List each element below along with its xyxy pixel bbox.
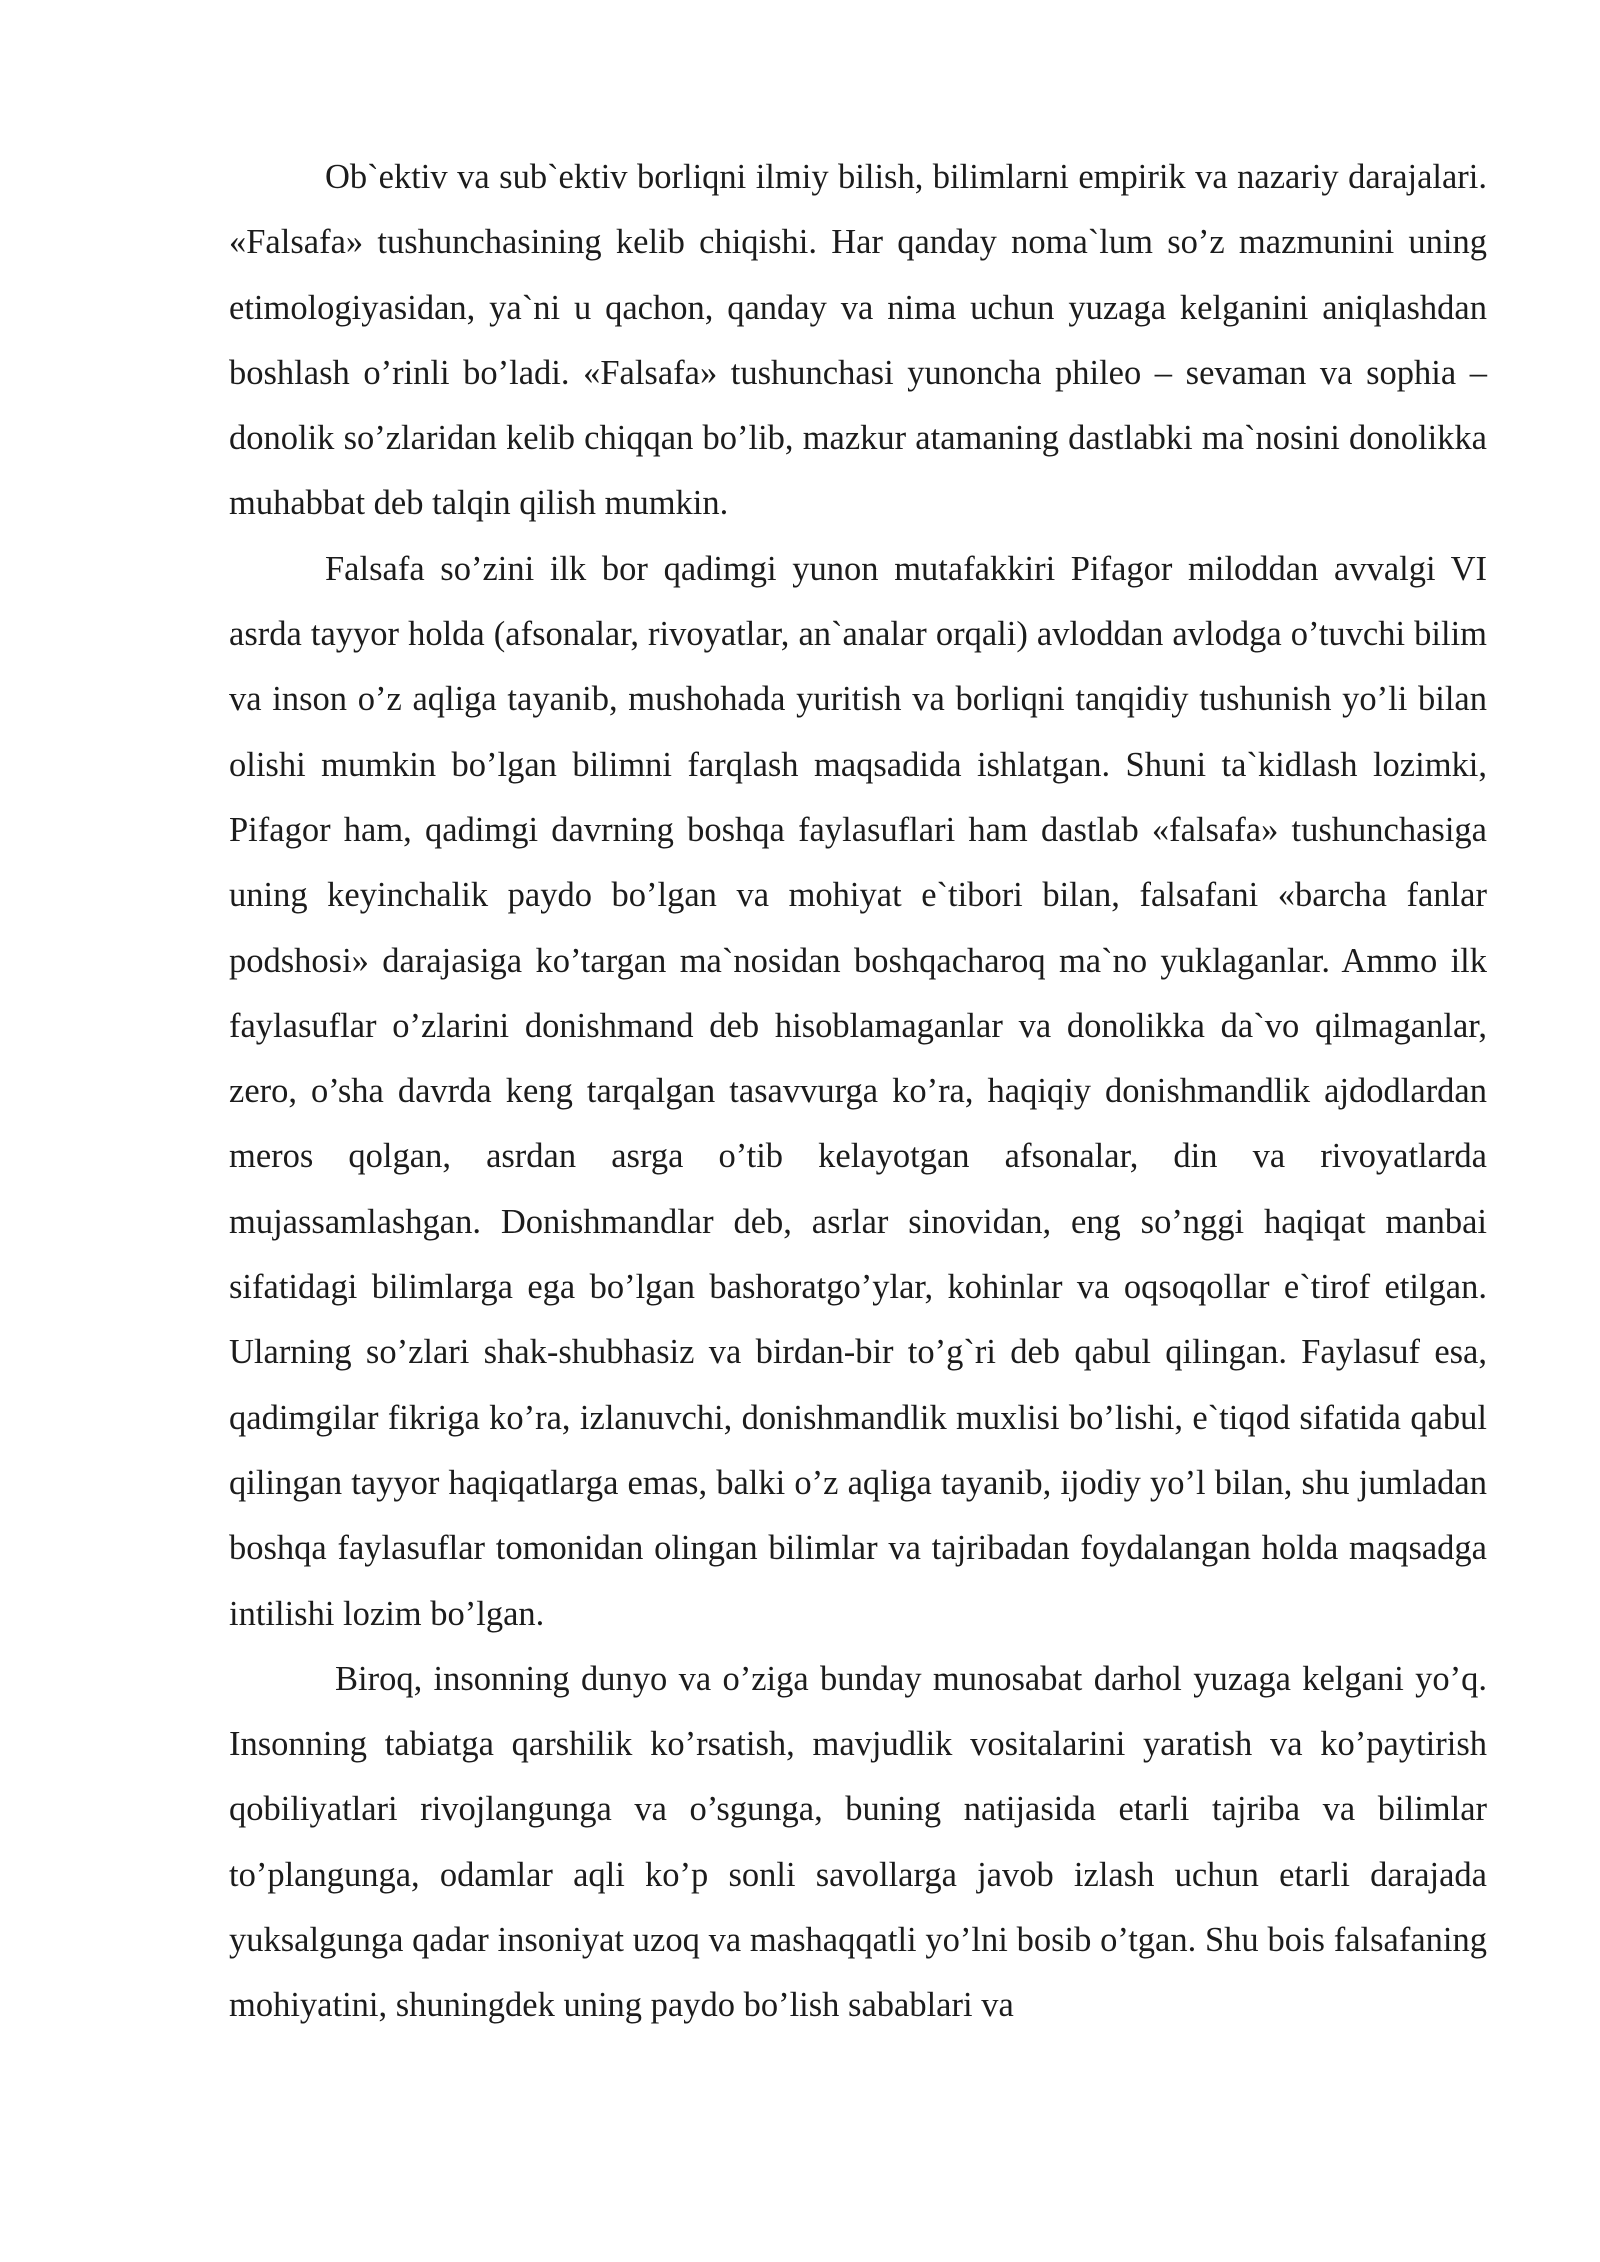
paragraph-pifagor-origin: Falsafa so’zini ilk bor qadimgi yunon mutafakkiri Pifagor miloddan avvalgi VI asrda tayyor holda (afsonalar, rivoyatlar, an`analar orqali) avloddan avlodga o’tuvchi bilim va inson o’z aqliga tayanib, mushohada yuritish va borliqni tanqidiy tushunish yo’li bilan olishi mumkin bo’lgan bilimni farqlash maqsadida ishlatgan. Shuni ta`kidlash lozimki, Pifagor ham, qadimgi davrning boshqa faylasuflari ham dastlab «falsafa» tushunchasiga uning keyinchalik paydo bo’lgan va mohiyat e`tibori bilan, falsafani «barcha fanlar podshosi» darajasiga ko’targan ma`nosidan boshqacharoq ma`no yuklaganlar. Ammo ilk faylasuflar o’zlarini donishmand deb hisoblamaganlar va donolikka da`vo qilmaganlar, zero, o’sha davrda keng tarqalgan tasavvurga ko’ra, haqiqiy donishmandlik ajdodlardan meros qolgan, asrdan asrga o’tib kelayotgan afsonalar, din va rivoyatlarda mujassamlashgan. Donishmandlar deb, asrlar sinovidan, eng so’nggi haqiqat manbai sifatidagi bilimlarga ega bo’lgan bashoratgo’ylar, kohinlar va oqsoqollar e`tirof etilgan. Ularning so’zlari shak-shubhasiz va birdan-bir to’g`ri deb qabul qilingan. Faylasuf esa, qadimgilar fikriga ko’ra, izlanuvchi, donishmandlik muxlisi bo’lishi, e`tiqod sifatida qabul qilingan tayyor haqiqatlarga emas, balki o’z aqliga tayanib, ijodiy yo’l bilan, shu jumladan boshqa faylasuflar tomonidan olingan bilimlar va tajribadan foydalangan holda maqsadga intilishi lozim bo’lgan. (229, 549, 1487, 1633)
paragraph-falsafa-etymology: Ob`ektiv va sub`ektiv borliqni ilmiy bilish, bilimlarni empirik va nazariy darajalari. «Falsafa» tushunchasining kelib chiqishi. Har qanday noma`lum so’z mazmunini uning etimologiyasidan, ya`ni u qachon, qanday va nima uchun yuzaga kelganini aniqlashdan boshlash o’rinli bo’ladi. «Falsafa» tushunchasi yunoncha phileo – sevaman va sophia – donolik so’zlaridan kelib chiqqan bo’lib, mazkur atamaning dastlabki ma`nosini donolikka muhabbat deb talqin qilish mumkin. (229, 158, 1487, 523)
document-page (229, 145, 1487, 2039)
paragraph-human-development: Biroq, insonning dunyo va o’ziga bunday munosabat darhol yuzaga kelgani yo’q. Insonning tabiatga qarshilik ko’rsatish, mavjudlik vositalarini yaratish va ko’paytirish qobiliyatlari rivojlangunga va o’sgunga, buning natijasida etarli tajriba va bilimlar to’plangunga, odamlar aqli ko’p sonli savollarga javob izlash uchun etarli darajada yuksalgunga qadar insoniyat uzoq va mashaqqatli yo’lni bosib o’tgan. Shu bois falsafaning mohiyatini, shuningdek uning paydo bo’lish sabablari va (229, 1659, 1487, 2025)
